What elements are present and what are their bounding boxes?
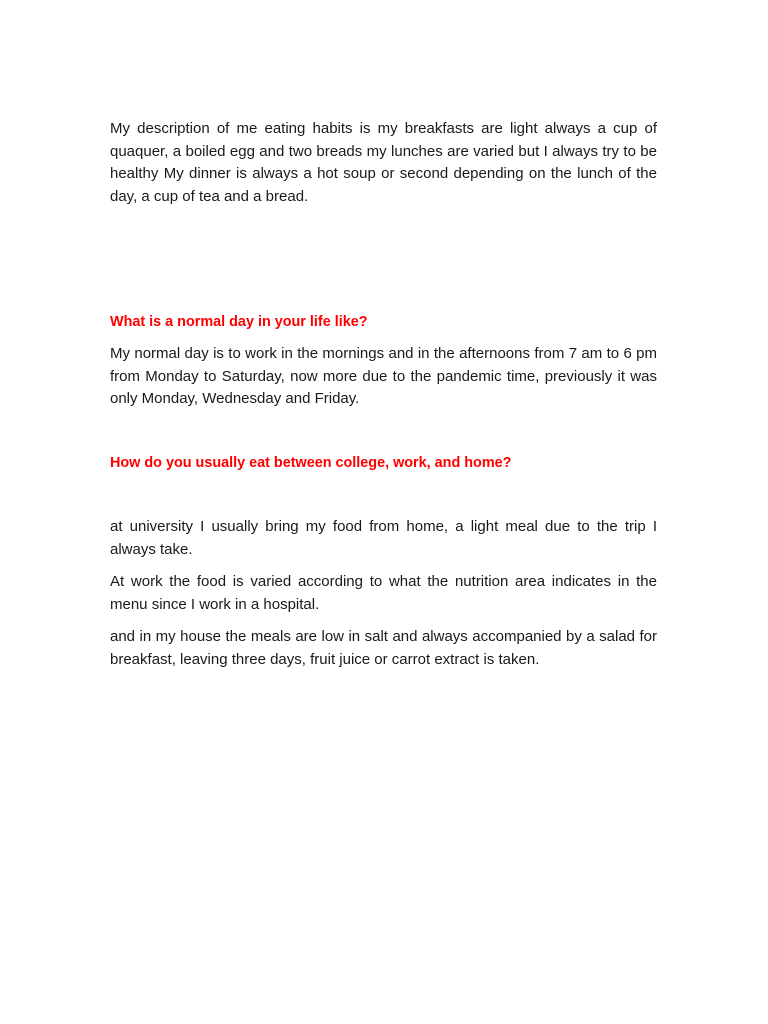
question-heading-normal-day: What is a normal day in your life like? xyxy=(110,314,368,330)
question-heading-eating-places: How do you usually eat between college, work, and home? xyxy=(110,455,512,471)
house-paragraph: and in my house the meals are low in salt and always accompanied by a salad for breakfast, leaving three days, fruit juice or carrot extract is taken. xyxy=(110,628,657,668)
university-paragraph: at university I usually bring my food from home, a light meal due to the trip I always take. xyxy=(110,518,657,558)
intro-paragraph: My description of me eating habits is my breakfasts are light always a cup of quaquer, a boiled egg and two breads my lunches are varied but I always try to be healthy My dinner is always a hot soup or second depending on the lunch of the day, a cup of tea and a bread. xyxy=(110,120,657,206)
work-paragraph: At work the food is varied according to what the nutrition area indicates in the menu since I work in a hospital. xyxy=(110,573,657,613)
normal-day-paragraph: My normal day is to work in the mornings and in the afternoons from 7 am to 6 pm from Monday to Saturday, now more due to the pandemic time, previously it was only Monday, Wednesday and Friday. xyxy=(110,345,657,408)
